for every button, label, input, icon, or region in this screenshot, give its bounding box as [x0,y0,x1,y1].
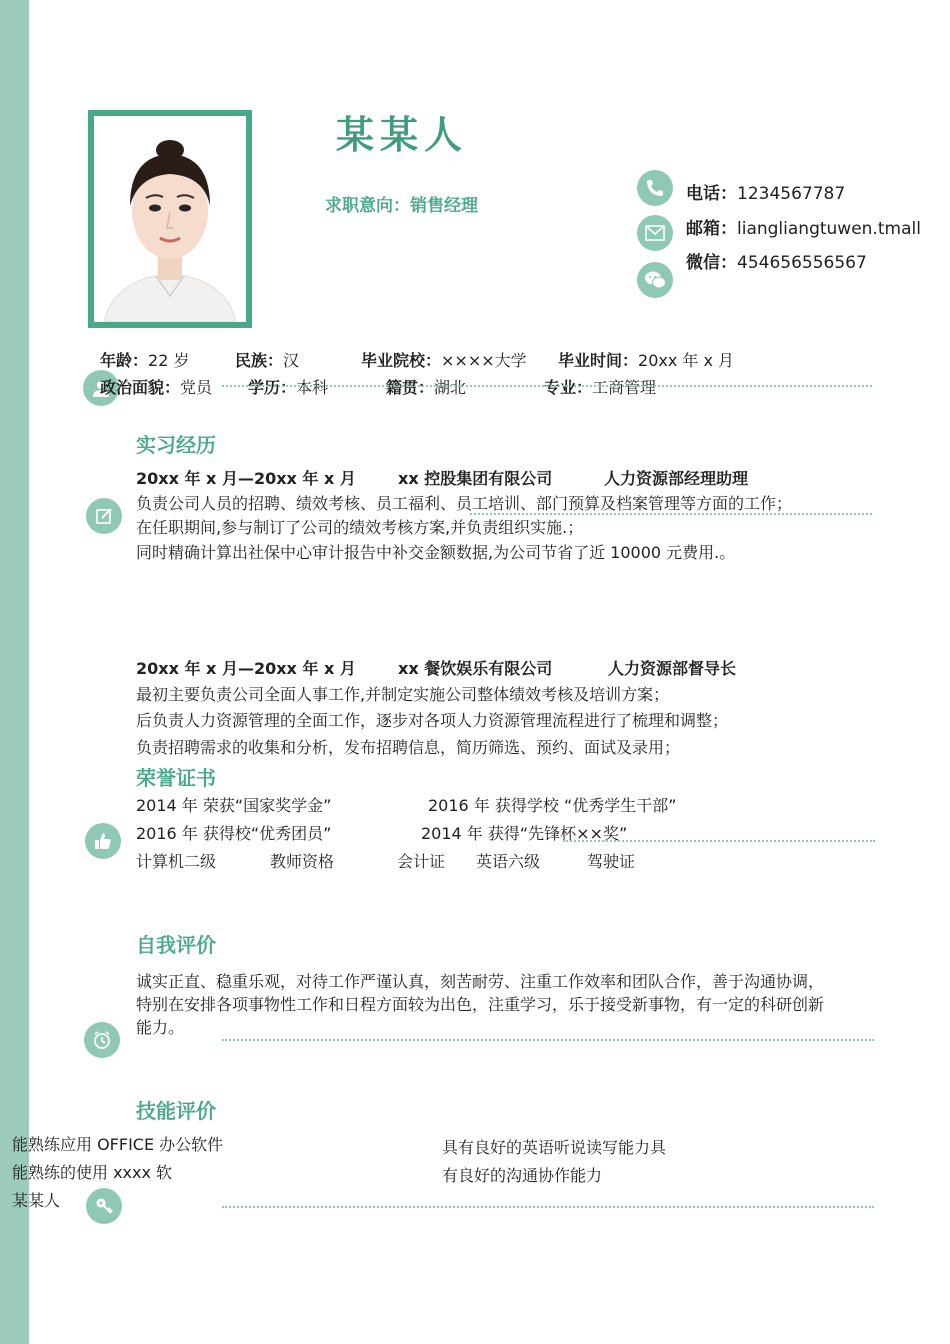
origin-label: 籍贯： [386,378,435,397]
age-label: 年龄： [100,351,149,370]
job-period: 20xx 年 x 月—20xx 年 x 月 [136,469,356,488]
job-2-line-2: 后负责人力资源管理的全面工作，逐步对各项人力资源管理流程进行了梳理和调整； [136,711,729,730]
divider-honors [563,840,875,842]
section-title-skills: 技能评价 [136,1099,216,1123]
skill-left-2: 能熟练的使用 xxxx 软 [12,1163,173,1182]
wechat-icon [637,262,673,298]
section-title-internship: 实习经历 [136,433,216,457]
cert-5: 驾驶证 [587,852,636,871]
job-role: 人力资源部经理助理 [604,469,749,488]
job-company: xx 餐饮娱乐有限公司 [398,659,553,678]
email-label: 邮箱： [686,219,737,239]
section-title-self-eval: 自我评价 [136,933,216,957]
phone-value: 1234567787 [737,184,846,204]
contact-phone [686,179,845,204]
skill-left-1: 能熟练应用 OFFICE 办公软件 [12,1135,224,1154]
education-value: 本科 [296,378,329,397]
major-label: 专业： [544,378,593,397]
job-2-line-3: 负责招聘需求的收集和分析，发布招聘信息，简历筛选、预约、面试及录用； [136,738,681,757]
wechat-value: 454656556567 [737,253,867,273]
origin-value: 湖北 [434,378,467,397]
grad-value: 20xx 年 x 月 [638,351,735,370]
cert-2: 教师资格 [270,852,335,871]
cert-4: 英语六级 [476,852,541,871]
key-icon [86,1188,122,1224]
job-2-line-1: 最初主要负责公司全面人事工作,并制定实施公司整体绩效考核及培训方案； [136,685,670,704]
job-period: 20xx 年 x 月—20xx 年 x 月 [136,659,356,678]
email-value: liangliangtuwen.tmall [737,219,921,239]
honor-3: 2016 年 获得校“优秀团员” [136,824,332,843]
job-1-line-3: 同时精确计算出社保中心审计报告中补交金额数据,为公司节省了近 10000 元费用.。 [136,543,736,562]
divider-skills [222,1206,874,1208]
ethnicity-value: 汉 [283,351,300,370]
phone-icon [637,170,673,206]
clock-icon [84,1022,120,1058]
objective-label: 求职意向： [325,196,410,216]
candidate-name: 某某人 [336,112,469,157]
job-company: xx 控股集团有限公司 [398,469,553,488]
honor-2: 2016 年 获得学校 “优秀学生干部” [428,796,677,815]
job-1-line-1: 负责公司人员的招聘、绩效考核、员工福利、员工培训、部门预算及档案管理等方面的工作； [136,494,793,513]
divider-internship [470,513,872,515]
skill-right-2: 有良好的沟通协作能力 [442,1166,603,1185]
wechat-label: 微信： [686,253,737,273]
skill-left-3: 某某人 [12,1191,61,1210]
ethnicity-label: 民族： [235,351,284,370]
skill-right-1: 具有良好的英语听说读写能力具 [442,1138,667,1157]
mail-icon [637,215,673,251]
school-value: ××××大学 [441,351,527,370]
age-value: 22 岁 [148,351,190,370]
phone-label: 电话： [686,184,737,204]
honor-4: 2014 年 获得“先锋杯××奖” [421,824,628,843]
divider-basic [222,385,872,387]
cert-1: 计算机二级 [136,852,217,871]
grad-label: 毕业时间： [558,351,639,370]
objective-value: 销售经理 [410,196,478,216]
divider-self-eval [222,1039,874,1041]
political-label: 政治面貌： [100,378,181,397]
school-label: 毕业院校： [361,351,442,370]
honor-1: 2014 年 荣获“国家奖学金” [136,796,332,815]
job-role: 人力资源部督导长 [608,659,737,678]
job-objective [325,191,478,216]
education-label: 学历： [248,378,297,397]
contact-email [686,214,921,239]
profile-photo [88,110,252,328]
contact-wechat [686,248,867,273]
self-eval-text: 诚实正直、稳重乐观，对待工作严谨认真，刻苦耐劳、注重工作效率和团队合作，善于沟通协调，特别在安排各项事物性工作和日程方面较为出色，注重学习，乐于接受新事物，有一定的科研创新能力。 [136,972,825,1037]
section-title-honors: 荣誉证书 [136,766,216,790]
cert-3: 会计证 [397,852,446,871]
thumbs-up-icon [85,823,121,859]
political-value: 党员 [180,378,213,397]
job-1-line-2: 在任职期间,参与制订了公司的绩效考核方案,并负责组织实施.； [136,518,584,537]
major-value: 工商管理 [592,378,657,397]
edit-icon [86,498,122,534]
